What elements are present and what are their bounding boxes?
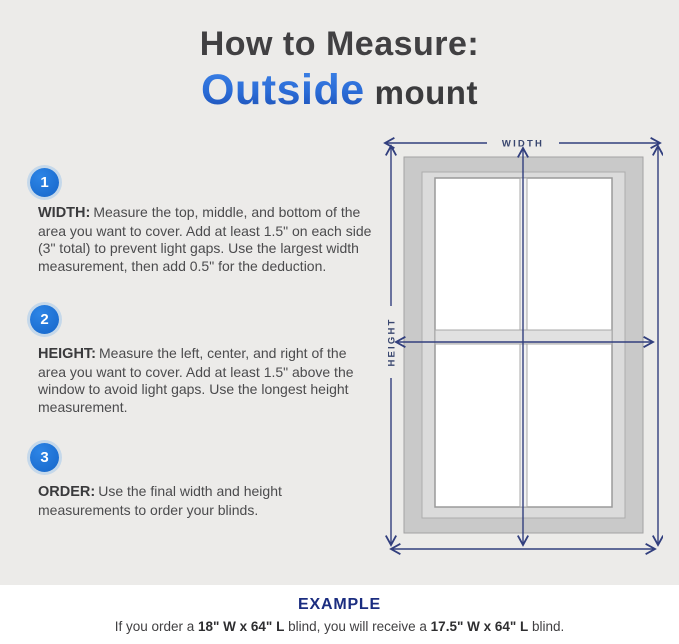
step-1-body: Measure the top, middle, and bottom of the area you want to cover. Add at least 1.5" on each side (3" total) to prevent light gaps. Use the largest width measurement, then add 0.5" for the deduction. (38, 204, 372, 274)
title-line-2 (0, 66, 679, 124)
window-diagram-svg (383, 133, 663, 558)
example-received-size: 17.5" W x 64" L (430, 619, 529, 634)
example-prefix: If you order a (114, 619, 198, 634)
example-ordered-size: 18" W x 64" L (198, 619, 285, 634)
step-3-text (38, 483, 378, 519)
step-1-label: WIDTH: (38, 205, 91, 221)
step-1-number-badge: 1 (30, 168, 59, 197)
page-title (0, 24, 679, 124)
step-3-label: ORDER: (38, 484, 96, 500)
example-footer (0, 585, 679, 644)
title-mount-word: mount (374, 74, 478, 111)
step-1-text (38, 204, 378, 275)
height-measure-label: HEIGHT (386, 317, 398, 367)
step-2-body: Measure the left, center, and right of the area you want to cover. Add at least 1.5" above the window to avoid light gaps. Use the longest height measurement. (38, 345, 354, 415)
width-measure-label: WIDTH (501, 138, 545, 150)
example-sentence (0, 619, 679, 634)
window-measure-diagram (383, 133, 663, 558)
example-heading: EXAMPLE (298, 596, 381, 613)
step-2-text (38, 345, 378, 416)
step-2-label: HEIGHT: (38, 346, 96, 362)
step-2-number-badge: 2 (30, 305, 59, 334)
example-middle: blind, you will receive a (284, 619, 431, 634)
title-line-1: How to Measure: (199, 25, 480, 63)
step-3-body: Use the final width and height measurements to order your blinds. (38, 483, 282, 518)
step-3-number-badge: 3 (30, 443, 59, 472)
title-mount-type: Outside (201, 66, 365, 114)
example-suffix: blind. (528, 619, 565, 634)
